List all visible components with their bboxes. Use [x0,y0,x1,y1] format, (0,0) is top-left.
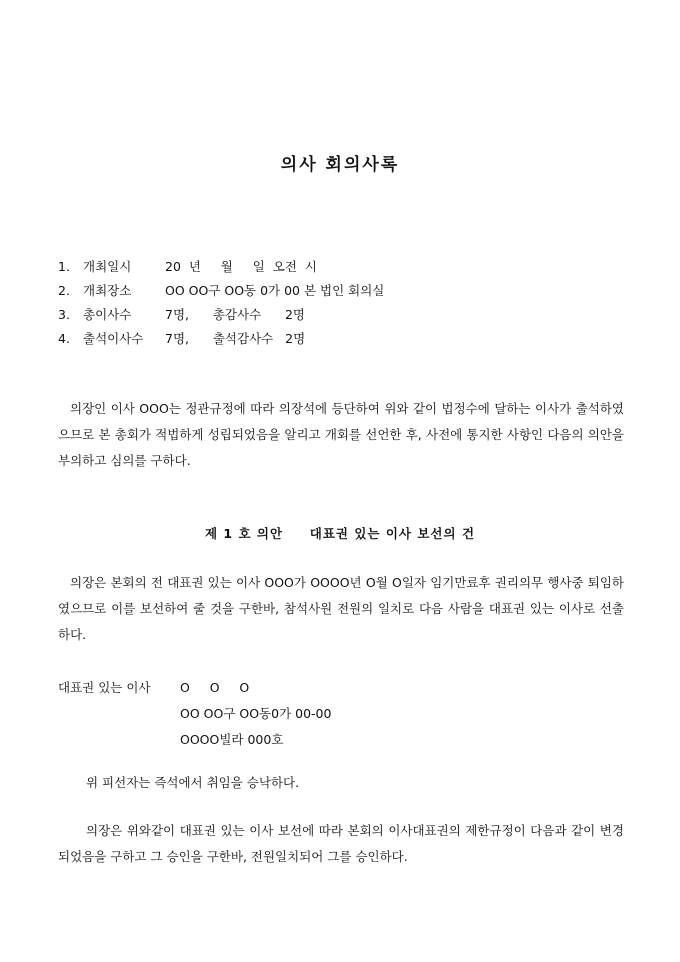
item-value: 20 년 월 일 오전 시 [165,259,317,274]
representative-name: O O O [180,680,250,695]
item-label: 총이사수 [83,307,132,322]
item-label: 출석이사수 [83,331,144,346]
meeting-info-list [58,255,384,351]
representative-address-line1: OO OO구 OO동0가 00-00 [180,706,332,721]
info-item-date [58,255,384,279]
item-number: 2. [58,283,70,298]
acceptance-statement: 위 피선자는 즉석에서 취임을 승낙하다. [86,775,300,790]
item-number: 4. [58,331,70,346]
item-value: 7명, 총감사수 2명 [165,307,306,322]
representative-block [58,675,331,753]
item-number: 3. [58,307,70,322]
item-number: 1. [58,259,70,274]
representative-address-line2: OOOO빌라 000호 [180,732,284,747]
closing-paragraph: 의장은 위와같이 대표권 있는 이사 보선에 따라 본회의 이사대표권의 제한규정이 다음과 같이 변경되었음을 구하고 그 승인을 구한바, 전원일치되어 그를 승인하다. [58,823,624,864]
agenda-paragraph: 의장은 본회의 전 대표권 있는 이사 OOO가 OOOO년 O월 O일자 임기만료후 권리의무 행사중 퇴임하였으므로 이를 보선하여 줄 것을 구한바, 참석사원 전원의 일치로 다음 사람을 대표권 있는 이사로 선출하다. [58,575,624,642]
item-value: 7명, 출석감사수 2명 [165,331,306,346]
document-title: 의사 회의사록 [280,155,400,175]
representative-label: 대표권 있는 이사 [58,680,151,695]
info-item-directors [58,303,384,327]
item-label: 개최일시 [83,259,132,274]
info-item-attendance [58,327,384,351]
opening-paragraph: 의장인 이사 OOO는 정관규정에 따라 의장석에 등단하여 위와 같이 법정수에 달하는 이사가 출석하였으므로 본 총회가 적법하게 성립되었음을 알리고 개회를 선언한 후, 사전에 통지한 사항인 다음의 의안을 부의하고 심의를 구하다. [58,401,624,468]
info-item-place [58,279,384,303]
item-value: OO OO구 OO동 0가 00 본 법인 회의실 [165,283,385,298]
item-label: 개최장소 [83,283,132,298]
agenda-title: 제 1 호 의안 대표권 있는 이사 보선의 건 [204,526,476,541]
